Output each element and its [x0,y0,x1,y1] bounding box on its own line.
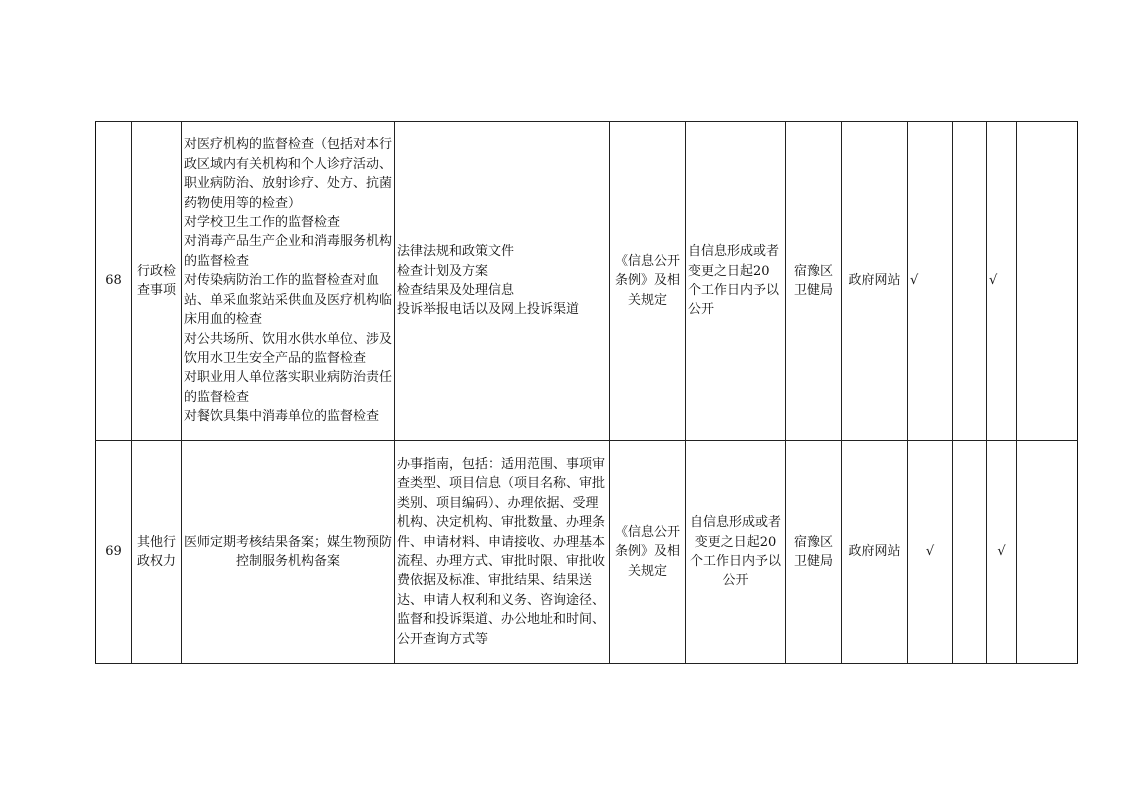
content-cell [395,441,610,664]
basis-cell: 《信息公开条例》及相关规定 [610,441,686,664]
empty-check-cell [953,122,987,441]
item-line: 对职业用人单位落实职业病防治责任的监督检查 [184,370,393,405]
item-line: 对医疗机构的监督检查（包括对本行政区域内有关机构和个人诊疗活动、职业病防治、放射诊疗、处方、抗菌药物使用等的检查） [184,137,393,211]
empty-check-cell [953,441,987,664]
disclosure-table [95,121,1078,664]
item-line: 对消毒产品生产企业和消毒服务机构的监督检查 [184,234,393,269]
item-line: 对餐饮具集中消毒单位的监督检查 [184,409,380,425]
basis-cell: 《信息公开条例》及相关规定 [610,122,686,441]
channel-cell: 政府网站 [842,122,908,441]
time-limit-cell: 自信息形成或者变更之日起20 个工作日内予以公开 [686,122,786,441]
check-mark: √ [987,122,1017,441]
check-mark: √ [908,122,953,441]
content-line: 检查结果及处理信息 [397,283,515,298]
content-line: 检查计划及方案 [397,263,489,279]
items-cell [182,122,395,441]
item-line: 对公共场所、饮用水供水单位、涉及饮用水卫生安全产品的监督检查 [184,331,393,366]
empty-check-cell [1017,122,1078,441]
content-line: 投诉举报电话以及网上投诉渠道 [397,302,580,318]
channel-cell: 政府网站 [842,441,908,664]
item-line: 对传染病防治工作的监督检查对血站、单采血浆站采供血及医疗机构临床用血的检查 [184,273,393,328]
category-cell: 行政检查事项 [132,122,182,441]
content-line: 法律法规和政策文件 [397,244,515,260]
empty-check-cell [1017,441,1078,664]
item-line: 对学校卫生工作的监督检查 [184,215,341,231]
row-number: 69 [96,441,132,664]
time-limit-cell: 自信息形成或者变更之日起20 个工作日内予以公开 [686,441,786,664]
items-cell [182,441,395,664]
subject-cell: 宿豫区卫健局 [786,441,842,664]
table-row [96,441,1078,664]
item-line: 医师定期考核结果备案；媒生物预防控制服务机构备案 [184,534,393,569]
content-line: 办事指南，包括：适用范围、事项审查类型、项目信息（项目名称、审批类别、项目编码）、办理依据、受理机构、决定机构、审批数量、办理条件、申请材料、申请接收、办理基本流程、办理方式、审批时限、审批收费依据及标准、审批结果、结果送达、申请人权利和义务、咨询途径、监督和投诉渠道、办公地址和时间、公开查询方式等 [397,456,606,647]
category-cell: 其他行政权力 [132,441,182,664]
table-row [96,122,1078,441]
subject-cell: 宿豫区卫健局 [786,122,842,441]
row-number: 68 [96,122,132,441]
check-mark: √ [987,441,1017,664]
content-cell [395,122,610,441]
check-mark: √ [908,441,953,664]
